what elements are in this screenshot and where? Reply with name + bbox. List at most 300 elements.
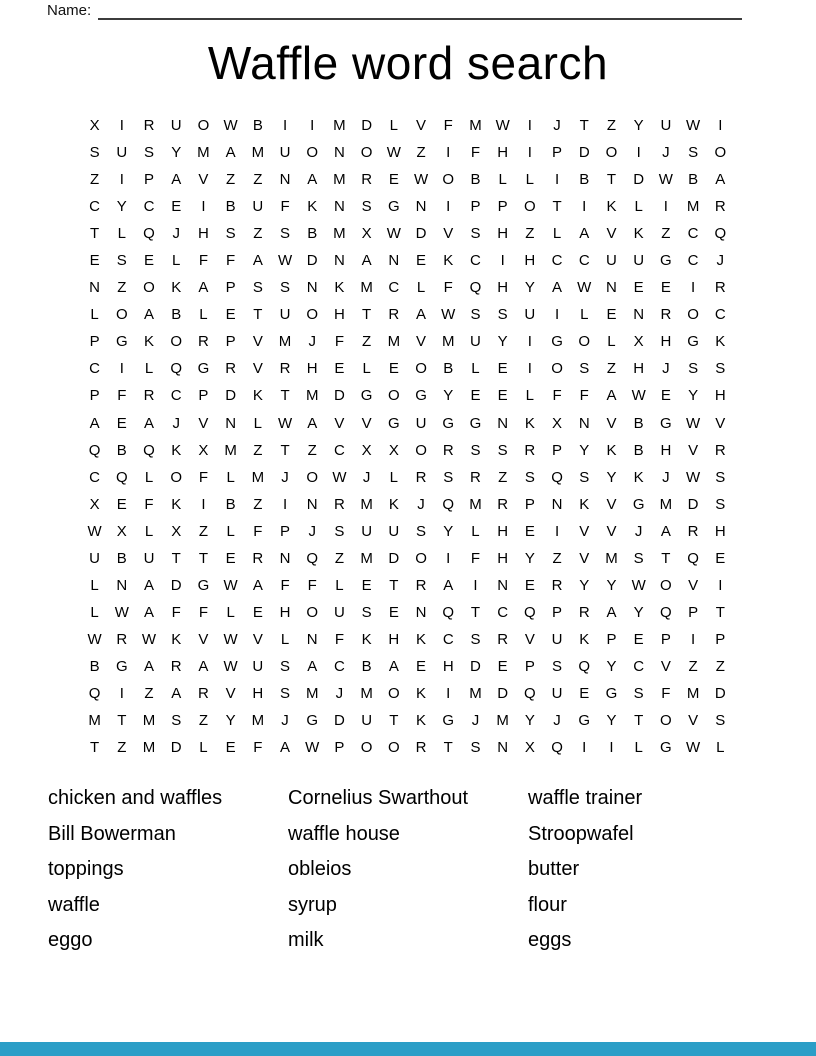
grid-letter: L — [389, 468, 398, 486]
grid-letter: E — [416, 657, 427, 675]
grid-letter: H — [334, 306, 345, 324]
grid-letter: G — [415, 387, 427, 405]
grid-letter: K — [307, 198, 318, 216]
grid-letter: I — [446, 198, 451, 216]
grid-letter: L — [280, 630, 290, 648]
grid-letter: S — [633, 684, 644, 702]
grid-letter: Y — [633, 117, 644, 134]
grid-letter: X — [361, 225, 372, 243]
grid-letter: X — [633, 333, 644, 351]
grid-letter: W — [223, 576, 238, 594]
grid-letter: A — [171, 171, 182, 189]
grid-letter: F — [117, 387, 127, 405]
grid-letter: G — [660, 414, 672, 432]
grid-letter: B — [443, 360, 454, 378]
grid-letter: Q — [687, 549, 699, 567]
grid-letter: V — [416, 333, 427, 351]
grid-letter: G — [306, 712, 319, 730]
grid-letter: I — [119, 117, 124, 134]
grid-letter: R — [714, 198, 726, 216]
grid-letter: F — [443, 279, 453, 297]
grid-letter: P — [497, 198, 508, 216]
grid-letter: J — [362, 468, 371, 486]
grid-letter: W — [577, 279, 592, 297]
grid-letter: Y — [497, 333, 508, 351]
grid-letter: L — [90, 576, 99, 594]
grid-letter: R — [143, 387, 155, 405]
grid-letter: L — [253, 414, 262, 432]
grid-letter: Y — [171, 144, 182, 162]
grid-letter: E — [633, 279, 644, 297]
grid-letter: M — [333, 171, 346, 189]
grid-letter: M — [605, 549, 618, 567]
grid-letter: A — [715, 171, 726, 189]
grid-letter: C — [551, 252, 563, 270]
word-column-2 — [288, 781, 528, 959]
grid-letter: I — [718, 117, 723, 134]
grid-letter: P — [89, 333, 100, 351]
grid-letter: W — [685, 414, 701, 432]
grid-letter: V — [579, 549, 590, 567]
grid-letter: X — [89, 495, 100, 513]
grid-letter: J — [335, 684, 344, 702]
grid-letter: E — [497, 360, 508, 378]
grid-row — [81, 112, 734, 139]
grid-letter: O — [660, 712, 672, 730]
grid-letter: Y — [524, 549, 535, 567]
grid-letter: N — [225, 414, 237, 432]
grid-letter: Z — [253, 495, 263, 513]
grid-letter: M — [360, 279, 373, 297]
grid-letter: O — [551, 360, 563, 378]
grid-letter: H — [442, 657, 454, 675]
grid-letter: S — [715, 712, 726, 730]
grid-letter: L — [199, 306, 208, 324]
grid-letter: O — [524, 198, 536, 216]
grid-letter: K — [606, 441, 617, 459]
grid-letter: V — [252, 333, 263, 351]
grid-letter: K — [579, 495, 590, 513]
grid-letter: D — [334, 387, 345, 405]
word-column-1 — [48, 781, 288, 959]
grid-letter: Z — [552, 549, 562, 567]
grid-letter: N — [606, 279, 617, 297]
grid-letter: N — [306, 495, 318, 513]
grid-row — [81, 545, 734, 572]
grid-letter: F — [253, 739, 263, 757]
grid-letter: D — [361, 117, 373, 134]
grid-letter: E — [388, 603, 399, 621]
grid-letter: D — [633, 171, 645, 189]
grid-letter: S — [280, 225, 291, 243]
grid-letter: E — [171, 198, 182, 216]
grid-letter: N — [334, 252, 345, 270]
grid-letter: G — [442, 712, 455, 730]
grid-letter: Z — [334, 549, 345, 567]
grid-letter: K — [334, 279, 345, 297]
grid-letter: S — [225, 225, 236, 243]
grid-letter: B — [633, 414, 644, 432]
grid-letter: O — [442, 171, 455, 189]
grid-letter: J — [553, 117, 561, 134]
grid-letter: H — [197, 225, 209, 243]
grid-letter: U — [551, 684, 563, 702]
grid-letter: E — [579, 684, 590, 702]
grid-letter: W — [277, 252, 293, 270]
grid-letter: K — [171, 441, 182, 459]
grid-letter: M — [469, 684, 482, 702]
grid-letter: Q — [143, 225, 155, 243]
grid-letter: M — [360, 549, 373, 567]
grid-letter: D — [415, 225, 427, 243]
grid-letter: L — [117, 225, 126, 243]
grid-letter: E — [144, 252, 155, 270]
grid-letter: V — [225, 684, 236, 702]
grid-letter: J — [716, 252, 725, 270]
grid-letter: G — [578, 712, 591, 730]
grid-letter: S — [579, 468, 590, 486]
grid-letter: W — [332, 468, 347, 486]
grid-letter: C — [442, 630, 454, 648]
grid-letter: I — [201, 198, 206, 216]
grid-letter: I — [201, 495, 206, 513]
grid-row — [81, 707, 734, 734]
grid-letter: O — [306, 603, 319, 621]
grid-letter: W — [141, 630, 157, 648]
grid-letter: D — [687, 495, 699, 513]
grid-letter: H — [524, 252, 536, 270]
grid-letter: K — [633, 225, 644, 243]
grid-letter: V — [606, 495, 617, 513]
grid-letter: H — [660, 333, 672, 351]
grid-letter: E — [524, 576, 535, 594]
grid-letter: I — [527, 117, 532, 134]
grid-letter: C — [89, 198, 101, 216]
grid-letter: I — [582, 739, 587, 757]
grid-letter: J — [471, 712, 480, 730]
grid-row — [81, 274, 734, 301]
grid-letter: D — [497, 684, 509, 702]
grid-letter: U — [252, 657, 264, 675]
grid-letter: O — [415, 441, 427, 459]
grid-letter: R — [442, 441, 454, 459]
grid-letter: M — [251, 144, 265, 162]
grid-row — [81, 301, 734, 328]
grid-letter: S — [443, 468, 454, 486]
grid-letter: P — [89, 387, 100, 405]
grid-letter: A — [416, 306, 427, 324]
grid-letter: C — [687, 252, 699, 270]
grid-letter: H — [497, 549, 509, 567]
grid-letter: M — [305, 387, 319, 405]
grid-letter: Z — [362, 333, 372, 351]
grid-letter: Y — [606, 712, 617, 730]
grid-letter: M — [278, 333, 292, 351]
grid-letter: R — [361, 171, 373, 189]
grid-letter: R — [497, 495, 509, 513]
grid-letter: P — [225, 279, 236, 297]
grid-letter: O — [306, 306, 319, 324]
grid-letter: P — [524, 657, 535, 675]
grid-letter: S — [688, 360, 699, 378]
grid-letter: W — [386, 225, 401, 243]
grid-letter: V — [606, 225, 617, 243]
grid-letter: J — [308, 522, 316, 540]
grid-letter: M — [142, 739, 156, 757]
grid-letter: R — [524, 441, 536, 459]
grid-letter: M — [441, 333, 455, 351]
grid-letter: W — [305, 739, 320, 757]
grid-letter: Q — [88, 441, 101, 459]
grid-row — [81, 220, 734, 247]
grid-letter: C — [470, 252, 481, 270]
grid-letter: P — [660, 630, 671, 648]
grid-letter: T — [90, 225, 100, 243]
grid-letter: S — [715, 360, 726, 378]
grid-letter: O — [388, 739, 400, 757]
grid-letter: W — [223, 657, 238, 675]
grid-letter: U — [89, 549, 101, 567]
grid-letter: L — [226, 468, 235, 486]
grid-letter: F — [552, 387, 562, 405]
grid-letter: U — [551, 630, 563, 648]
grid-letter: A — [579, 225, 590, 243]
grid-letter: Z — [117, 739, 127, 757]
grid-letter: E — [715, 549, 726, 567]
grid-letter: L — [607, 333, 616, 351]
grid-letter: E — [89, 252, 100, 270]
grid-letter: M — [333, 225, 346, 243]
word-item: Bill Bowerman — [48, 822, 176, 845]
page-title: Waffle word search — [207, 37, 609, 89]
grid-letter: N — [279, 549, 291, 567]
grid-letter: L — [226, 603, 235, 621]
grid-letter: U — [524, 306, 536, 324]
grid-letter: S — [470, 739, 481, 757]
grid-letter: Q — [524, 603, 536, 621]
grid-letter: Z — [688, 657, 698, 675]
grid-letter: C — [143, 198, 155, 216]
grid-letter: D — [170, 576, 182, 594]
grid-letter: T — [389, 576, 399, 594]
grid-letter: V — [252, 360, 263, 378]
grid-letter: M — [496, 712, 509, 730]
grid-letter: C — [388, 279, 400, 297]
grid-letter: Q — [524, 684, 536, 702]
grid-letter: I — [582, 198, 587, 216]
grid-letter: Z — [606, 117, 617, 134]
grid-letter: H — [633, 360, 645, 378]
grid-letter: J — [172, 225, 180, 243]
grid-letter: O — [306, 468, 319, 486]
word-search-grid — [81, 112, 734, 761]
grid-letter: W — [277, 414, 293, 432]
grid-letter: G — [605, 684, 618, 702]
grid-letter: S — [715, 495, 726, 513]
grid-letter: I — [554, 171, 560, 189]
grid-letter: Y — [606, 657, 617, 675]
grid-letter: P — [715, 630, 726, 648]
grid-letter: W — [631, 576, 646, 594]
grid-letter: N — [388, 252, 400, 270]
grid-letter: M — [469, 117, 482, 134]
grid-letter: Q — [551, 739, 563, 757]
grid-letter: S — [361, 198, 372, 216]
grid-letter: D — [470, 657, 481, 675]
grid-letter: S — [470, 630, 481, 648]
grid-letter: R — [197, 684, 209, 702]
grid-letter: Z — [144, 684, 154, 702]
grid-letter: M — [251, 468, 265, 486]
grid-letter: Z — [307, 441, 317, 459]
grid-letter: L — [498, 171, 507, 189]
grid-row — [81, 653, 734, 680]
grid-letter: E — [334, 360, 345, 378]
grid-letter: P — [606, 630, 617, 648]
grid-letter: S — [579, 360, 590, 378]
grid-letter: M — [469, 495, 482, 513]
grid-row — [81, 464, 734, 491]
grid-letter: E — [633, 630, 644, 648]
grid-letter: R — [252, 549, 264, 567]
grid-letter: H — [306, 360, 318, 378]
grid-letter: B — [116, 549, 127, 567]
grid-row — [81, 355, 734, 382]
grid-letter: V — [198, 630, 209, 648]
grid-letter: Y — [116, 198, 127, 216]
grid-letter: A — [225, 144, 236, 162]
grid-letter: T — [661, 549, 671, 567]
grid-row — [81, 410, 734, 437]
grid-letter: O — [687, 306, 699, 324]
grid-letter: P — [334, 739, 345, 757]
grid-letter: O — [306, 144, 319, 162]
grid-letter: X — [524, 739, 535, 757]
grid-letter: V — [198, 414, 209, 432]
grid-letter: N — [415, 198, 427, 216]
grid-letter: T — [362, 306, 372, 324]
grid-letter: L — [199, 739, 208, 757]
grid-letter: K — [579, 630, 590, 648]
grid-letter: L — [525, 387, 535, 405]
grid-letter: G — [551, 333, 563, 351]
grid-letter: U — [116, 144, 128, 162]
grid-letter: A — [606, 387, 617, 405]
grid-letter: O — [143, 279, 155, 297]
grid-letter: I — [473, 576, 478, 594]
grid-letter: A — [252, 252, 263, 270]
word-item: chicken and waffles — [48, 787, 223, 809]
grid-letter: O — [388, 387, 400, 405]
grid-letter: U — [606, 252, 617, 270]
grid-letter: F — [661, 684, 671, 702]
grid-letter: J — [172, 414, 180, 432]
grid-letter: R — [497, 630, 509, 648]
grid-letter: A — [388, 657, 399, 675]
grid-letter: U — [660, 117, 672, 134]
grid-letter: B — [171, 306, 182, 324]
grid-letter: N — [306, 279, 318, 297]
grid-letter: S — [171, 712, 182, 730]
grid-letter: I — [718, 576, 723, 594]
grid-letter: H — [497, 144, 509, 162]
grid-letter: I — [690, 279, 696, 297]
grid-letter: E — [388, 171, 399, 189]
grid-letter: L — [525, 171, 535, 189]
word-item: butter — [528, 858, 580, 881]
grid-letter: Q — [578, 657, 591, 675]
grid-letter: A — [144, 414, 155, 432]
grid-letter: F — [198, 603, 208, 621]
grid-letter: V — [606, 414, 617, 432]
grid-letter: K — [144, 333, 155, 351]
grid-letter: X — [89, 117, 100, 134]
grid-letter: K — [252, 387, 263, 405]
grid-letter: U — [143, 549, 155, 567]
grid-letter: F — [470, 144, 481, 162]
grid-letter: A — [552, 279, 563, 297]
grid-letter: J — [417, 495, 425, 513]
grid-letter: W — [685, 468, 701, 486]
grid-letter: J — [553, 712, 561, 730]
word-item: eggs — [528, 929, 572, 952]
grid-letter: N — [633, 306, 645, 324]
word-item: Cornelius Swarthout — [288, 787, 469, 809]
grid-letter: J — [662, 468, 670, 486]
grid-letter: N — [415, 603, 427, 621]
grid-letter: S — [497, 441, 508, 459]
grid-letter: I — [446, 549, 451, 567]
grid-row — [81, 139, 734, 166]
grid-letter: E — [116, 414, 127, 432]
word-item: waffle house — [288, 822, 400, 845]
grid-letter: W — [658, 171, 673, 189]
grid-letter: U — [279, 306, 291, 324]
grid-letter: E — [416, 252, 427, 270]
grid-letter: F — [144, 495, 154, 513]
grid-letter: S — [633, 549, 644, 567]
grid-letter: O — [605, 144, 618, 162]
word-item: obleios — [288, 858, 352, 881]
grid-letter: Y — [524, 712, 535, 730]
grid-letter: Y — [606, 468, 617, 486]
grid-letter: H — [714, 522, 726, 540]
grid-letter: L — [471, 360, 480, 378]
grid-letter: N — [497, 576, 509, 594]
grid-letter: T — [579, 117, 589, 134]
grid-letter: I — [119, 171, 124, 189]
grid-letter: Z — [416, 144, 426, 162]
grid-letter: U — [279, 144, 291, 162]
grid-letter: B — [633, 441, 644, 459]
grid-letter: Y — [579, 576, 590, 594]
grid-letter: S — [688, 144, 699, 162]
grid-letter: H — [714, 387, 726, 405]
grid-letter: A — [144, 657, 155, 675]
grid-letter: K — [171, 279, 182, 297]
grid-letter: M — [360, 684, 373, 702]
grid-letter: I — [500, 252, 505, 270]
grid-letter: Z — [253, 171, 263, 189]
word-item: eggo — [48, 929, 93, 952]
grid-letter: U — [334, 603, 345, 621]
footer-accent-bar — [0, 1042, 816, 1056]
grid-letter: V — [252, 630, 263, 648]
grid-letter: A — [89, 414, 100, 432]
grid-letter: D — [306, 252, 318, 270]
grid-letter: L — [634, 739, 643, 757]
grid-letter: C — [170, 387, 182, 405]
